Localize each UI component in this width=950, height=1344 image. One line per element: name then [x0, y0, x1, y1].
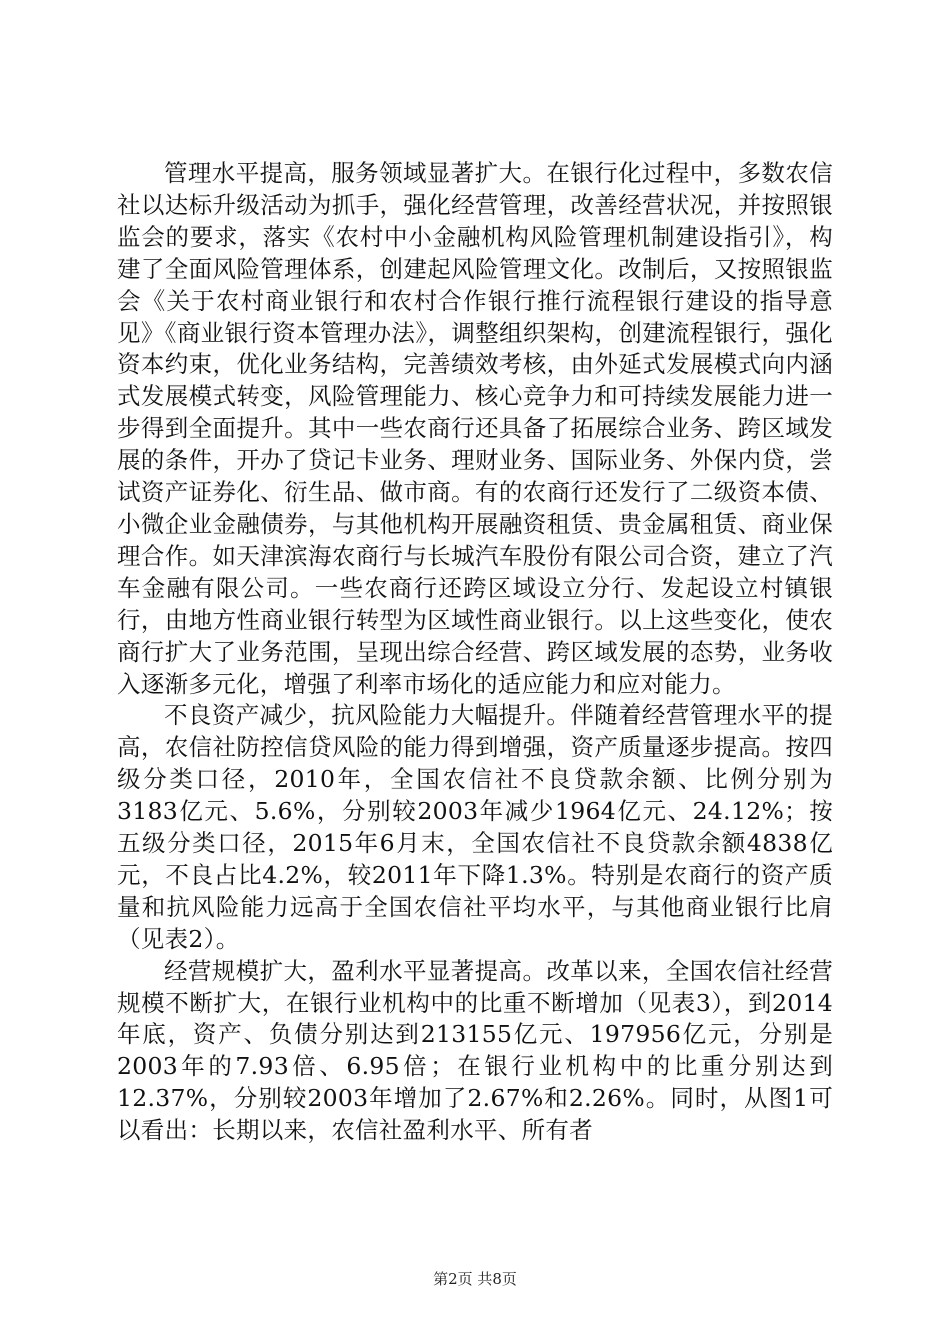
- paragraph-business-scale: 经营规模扩大，盈利水平显著提高。改革以来，全国农信社经营规模不断扩大，在银行业机构中的比重不断增加（见表3），到2014年底，资产、负债分别达到213155亿元、197956亿元，分别是2003年的7.93倍、6.95倍；在银行业机构中的比重分别达到12.37%，分别较2003年增加了2.67%和2.26%。同时，从图1可以看出：长期以来，农信社盈利水平、所有者: [117, 956, 833, 1145]
- paragraph-nonperforming-assets: 不良资产减少，抗风险能力大幅提升。伴随着经营管理水平的提高，农信社防控信贷风险的能力得到增强，资产质量逐步提高。按四级分类口径，2010年，全国农信社不良贷款余额、比例分别为3183亿元、5.6%，分别较2003年减少1964亿元、24.12%；按五级分类口径，2015年6月末，全国农信社不良贷款余额4838亿元，不良占比4.2%，较2011年下降1.3%。特别是农商行的资产质量和抗风险能力远高于全国农信社平均水平，与其他商业银行比肩（见表2）。: [117, 701, 833, 953]
- paragraph-management: 管理水平提高，服务领域显著扩大。在银行化过程中，多数农信社以达标升级活动为抓手，强化经营管理，改善经营状况，并按照银监会的要求，落实《农村中小金融机构风险管理机制建设指引》，构建了全面风险管理体系，创建起风险管理文化。改制后，又按照银监会《关于农村商业银行和农村合作银行推行流程银行建设的指导意见》《商业银行资本管理办法》，调整组织架构，创建流程银行，强化资本约束，优化业务结构，完善绩效考核，由外延式发展模式向内涵式发展模式转变，风险管理能力、核心竞争力和可持续发展能力进一步得到全面提升。其中一些农商行还具备了拓展综合业务、跨区域发展的条件，开办了贷记卡业务、理财业务、国际业务、外保内贷，尝试资产证券化、衍生品、做市商。有的农商行还发行了二级资本债、小微企业金融债券，与其他机构开展融资租赁、贵金属租赁、商业保理合作。如天津滨海农商行与长城汽车股份有限公司合资，建立了汽车金融有限公司。一些农商行还跨区域设立分行、发起设立村镇银行，由地方性商业银行转型为区域性商业银行。以上这些变化，使农商行扩大了业务范围，呈现出综合经营、跨区域发展的态势，业务收入逐渐多元化，增强了利率市场化的适应能力和应对能力。: [117, 159, 833, 698]
- page-number-footer: 第2页 共8页: [433, 1270, 517, 1288]
- body-text: [117, 158, 833, 1147]
